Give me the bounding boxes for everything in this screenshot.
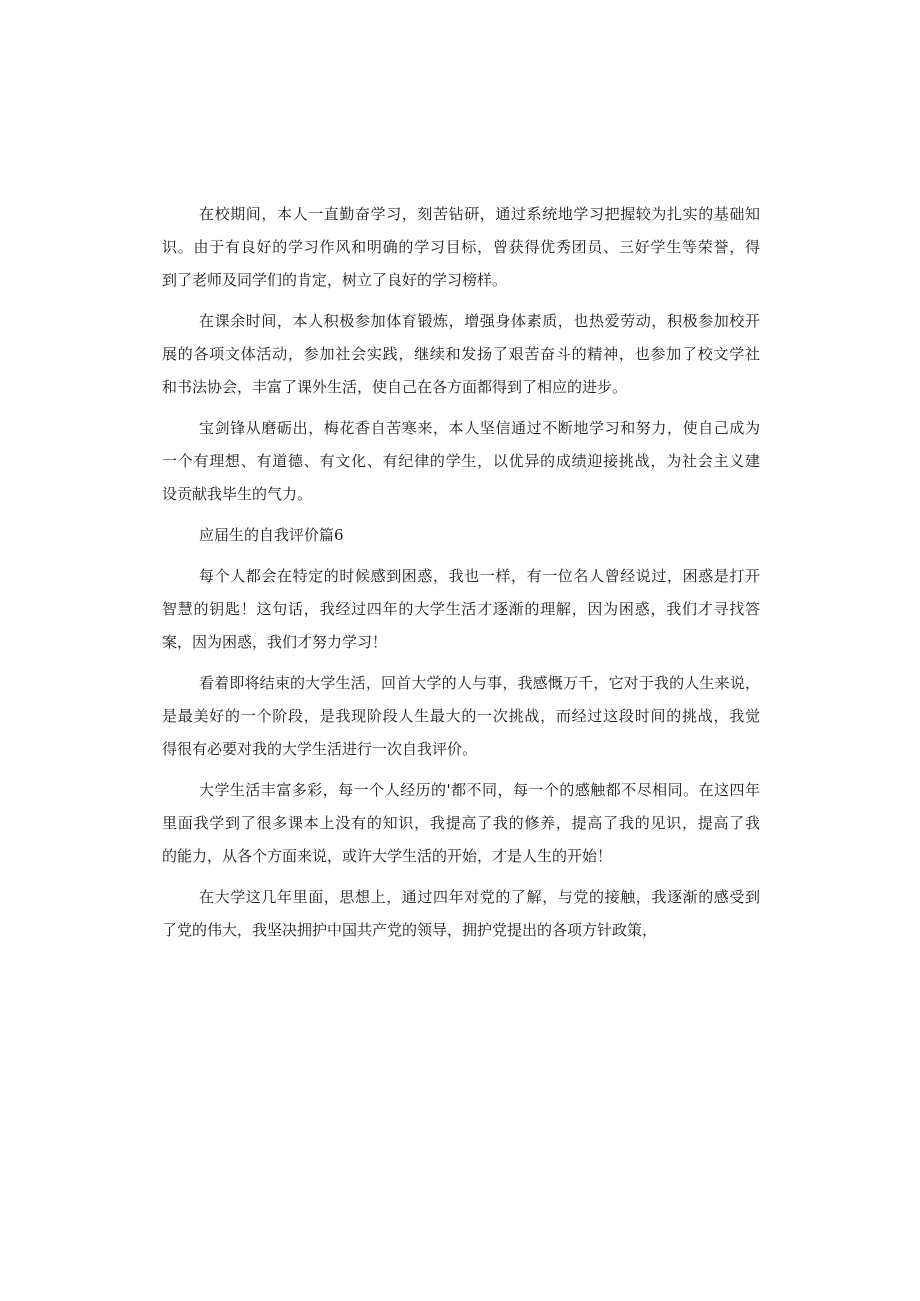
text-line: 和书法协会，丰富了课外生活，使自己在各方面都得到了相应的进步。 [162,378,628,396]
text-line: 里面我学到了很多课本上没有的知识，我提高了我的修养，提高了我的见识，提高了我 [162,814,760,832]
text-line: 展的各项文体活动，参加社会实践，继续和发扬了艰苦奋斗的精神，也参加了校文学社 [162,345,760,363]
paragraph-reflection [162,667,760,766]
text-line: 宝剑锋从磨砺出，梅花香自苦寒来，本人坚信通过不断地学习和努力，使自己成为 [199,419,760,437]
paragraph-college-life [162,774,760,873]
text-line: 智慧的钥匙！这句话，我经过四年的大学生活才逐渐的理解，因为困惑，我们才寻找答 [162,600,760,618]
text-line: 的能力，从各个方面来说，或许大学生活的开始，才是人生的开始！ [162,847,613,865]
text-line: 了党的伟大，我坚决拥护中国共产党的领导，拥护党提出的各项方针政策， [162,921,658,939]
text-line: 大学生活丰富多彩，每一个人经历的'都不同，每一个的感触都不尽相同。在这四年 [199,781,760,799]
text-line: 在校期间，本人一直勤奋学习，刻苦钻研，通过系统地学习把握较为扎实的基础知 [199,205,760,223]
text-line: 一个有理想、有道德、有文化、有纪律的学生，以优异的成绩迎接挑战，为社会主义建 [162,452,760,470]
text-line: 在课余时间，本人积极参加体育锻炼，增强身体素质，也热爱劳动，积极参加校开 [199,312,760,330]
text-line: 识。由于有良好的学习作风和明确的学习目标，曾获得优秀团员、三好学生等荣誉，得 [162,238,760,256]
document-body [162,198,760,955]
text-line: 到了老师及同学们的肯定，树立了良好的学习榜样。 [162,271,508,289]
text-line: 设贡献我毕生的气力。 [162,485,313,503]
paragraph-study [162,198,760,297]
text-line: 在大学这几年里面，思想上，通过四年对党的了解，与党的接触，我逐渐的感受到 [199,888,760,906]
heading-text: 应届生的自我评价篇6 [199,526,344,544]
paragraph-activities [162,305,760,404]
section-heading [162,519,760,552]
paragraph-ideology [162,881,760,947]
text-line: 案，因为困惑，我们才努力学习！ [162,633,388,651]
paragraph-confusion [162,560,760,659]
text-line: 每个人都会在特定的时候感到困惑，我也一样，有一位名人曾经说过，困惑是打开 [199,567,760,585]
text-line: 看着即将结束的大学生活，回首大学的人与事，我感慨万千，它对于我的人生来说， [199,674,760,692]
text-line: 得很有必要对我的大学生活进行一次自我评价。 [162,740,478,758]
paragraph-motto [162,412,760,511]
text-line: 是最美好的一个阶段，是我现阶段人生最大的一次挑战，而经过这段时间的挑战，我觉 [162,707,760,725]
